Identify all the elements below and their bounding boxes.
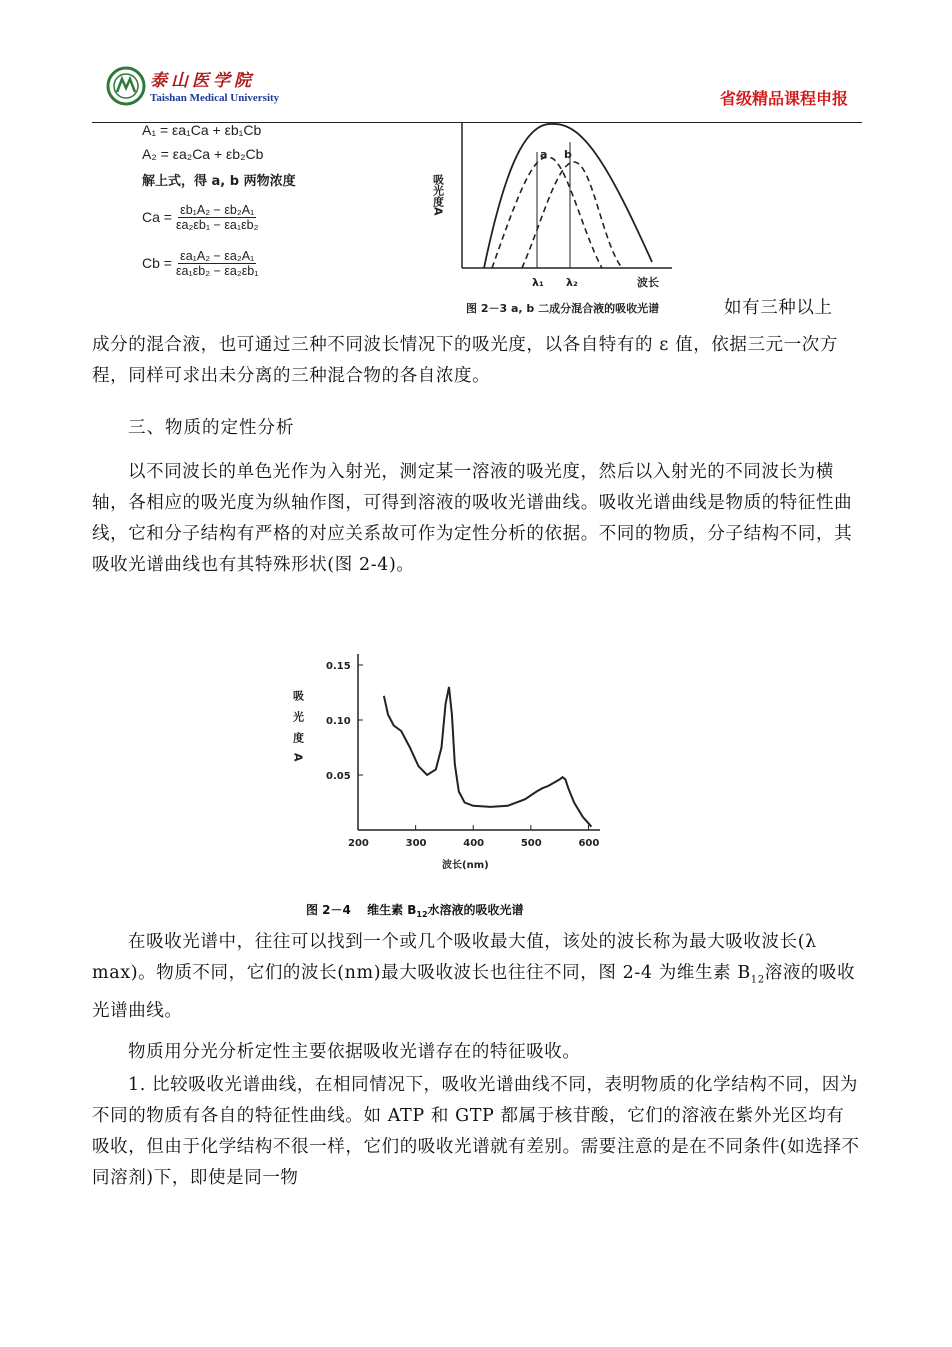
page-header <box>92 62 862 123</box>
equation-a1: A₁ = εa₁Ca + εb₁Cb <box>142 122 262 138</box>
school-name-cn: 泰山医学院 <box>150 71 255 91</box>
x-tick-label: 200 <box>348 838 369 849</box>
paragraph-absorption-curve: 以不同波长的单色光作为入射光，测定某一溶液的吸光度，然后以入射光的不同波长为横轴，各相应的吸光度为纵轴作图，可得到溶液的吸收光谱曲线。吸收光谱曲线是物质的特征性曲线，它和分子结构有严格的对应关系故可作为定性分析的依据。不同的物质，分子结构不同，其吸收光谱曲线也有其特殊形状(图 2-4)。 <box>92 462 853 575</box>
figure-2-4-caption: 图 2－4 维生素 $B_{12}$水溶液的吸收光谱 <box>306 903 524 919</box>
fig23-y-label: 吸光度A <box>431 174 445 216</box>
paragraph-three-component: 成分的混合液，也可通过三种不同波长情况下的吸光度，以各自特有的 ε 值，依据三元一次方程，同样可求出未分离的三种混合物的各自浓度。 <box>92 335 838 386</box>
paragraph-lambda-max: 在吸收光谱中，往往可以找到一个或几个吸收最大值，该处的波长称为最大吸收波长(λ max)。物质不同，它们的波长(nm)最大吸收波长也往往不同，图 2-4 为维生素 $B_{12}$溶液的吸收光谱曲线。 <box>92 932 856 1021</box>
paragraph-characteristic-absorption: 物质用分光分析定性主要依据吸收光谱存在的特征吸收。 <box>128 1042 581 1062</box>
x-tick-label: 400 <box>463 838 485 849</box>
lambda1-label: λ₁ <box>532 276 544 289</box>
b12-absorption-curve <box>384 687 592 827</box>
y-tick-label: 0.05 <box>326 771 351 782</box>
figure-2-4-chart <box>270 650 630 925</box>
paragraph-compare-curves: 1. 比较吸收光谱曲线，在相同情况下，吸收光谱曲线不同，表明物质的化学结构不同，因为不同的物质有各自的特征性曲线。如 ATP 和 GTP 都属于核苷酸，它们的溶液在紫外光区均有吸收，但由于化学结构不很一样，它们的吸收光谱就有差别。需要注意的是在不同条件(如选择不同溶剂)下，即使是同一物 <box>92 1075 860 1188</box>
cb-numerator: εa₁A₂ − εa₂A₁ <box>180 248 255 263</box>
x-tick-label: 300 <box>405 838 427 849</box>
university-logo-icon <box>106 66 146 106</box>
cb-lhs: Cb = <box>142 255 172 271</box>
ca-numerator: εb₁A₂ − εb₂A₁ <box>180 202 255 217</box>
ca-lhs: Ca = <box>142 209 172 225</box>
lambda2-label: λ₂ <box>566 276 578 289</box>
fig23-x-label: 波长 <box>637 276 659 289</box>
y-tick-label: 0.15 <box>326 661 351 672</box>
figure-2-3 <box>92 122 712 322</box>
curve-a-label: a <box>540 148 548 161</box>
curve-b-label: b <box>564 148 572 161</box>
equation-solve-note: 解上式，得 a, b 两物浓度 <box>142 174 296 189</box>
ca-denominator: εa₂εb₁ − εa₁εb₂ <box>175 217 259 232</box>
school-name-en: Taishan Medical University <box>150 92 280 104</box>
fig24-y-label: 吸光度A <box>291 690 305 772</box>
x-tick-label: 500 <box>520 838 542 849</box>
mixture-spectrum-diagram <box>92 122 712 322</box>
fig24-x-label: 波长(nm) <box>442 860 489 871</box>
figure-2-3-caption: 图 2－3 a, b 二成分混合液的吸收光谱 <box>466 302 660 315</box>
para1-tail: 如有三种以上 <box>724 298 833 318</box>
x-tick-label: 600 <box>578 838 600 849</box>
header-title: 省级精品课程申报 <box>719 89 848 108</box>
section-heading-qualitative: 三、物质的定性分析 <box>128 418 295 438</box>
cb-denominator: εa₁εb₂ − εa₂εb₁ <box>175 263 259 278</box>
y-tick-label: 0.10 <box>326 716 351 727</box>
equation-a2: A₂ = εa₂Ca + εb₂Cb <box>142 146 264 162</box>
